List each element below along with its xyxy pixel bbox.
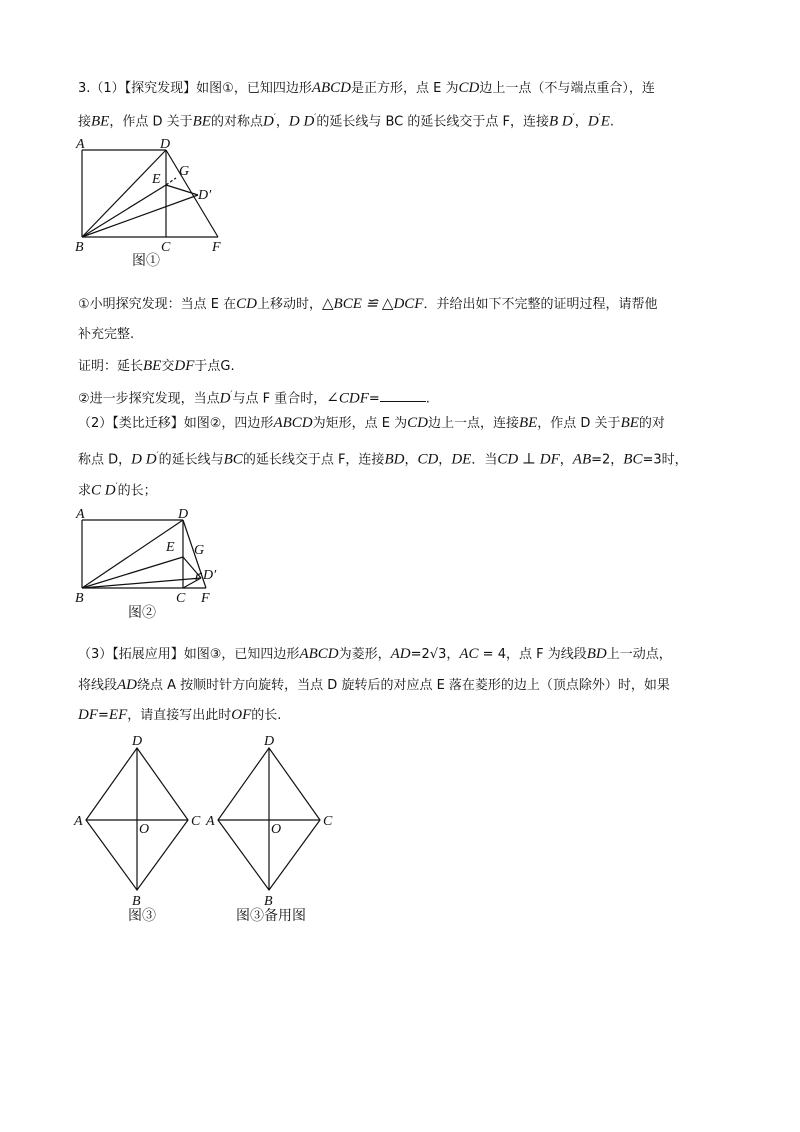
q2-line-2 [78, 446, 688, 470]
text: ②进一步探究发现，当点 [78, 391, 220, 407]
text: 将线段 [78, 678, 118, 693]
figure-1-caption: 图① [132, 254, 160, 269]
label-f: F [212, 240, 221, 255]
math: E [600, 113, 610, 130]
sqrt: √3 [429, 647, 447, 662]
text: 边上一点，连接 [427, 416, 519, 431]
q1-proof-line [78, 356, 235, 377]
text: ， [275, 114, 289, 130]
prime: ′ [156, 451, 159, 461]
q3-line-2 [78, 675, 670, 696]
math: D D [288, 113, 315, 130]
text: 的对称点 [210, 114, 263, 130]
label-d: D [160, 137, 171, 152]
math: AC [459, 646, 479, 662]
math: AD [390, 646, 411, 662]
prime: ′ [572, 113, 575, 123]
math: BC [623, 451, 643, 468]
text: 为矩形，点 E 为 [312, 416, 408, 431]
text: G [220, 359, 231, 374]
label-o: O [139, 822, 150, 837]
label-b: B [75, 591, 84, 606]
q3-line-1 [78, 644, 672, 665]
text: 证明：延长 [78, 359, 144, 374]
math: ABCD [299, 646, 339, 662]
text: ， [404, 452, 418, 468]
math: EF [108, 707, 128, 723]
q1-line-1 [78, 78, 655, 99]
text: = [368, 391, 380, 407]
prime: ′ [230, 390, 233, 400]
prime: ′ [115, 482, 118, 492]
text: 的长； [117, 483, 157, 499]
text: ， [438, 452, 452, 468]
label-c: C [176, 591, 186, 606]
math: ∠CDF [326, 390, 369, 407]
prime: ′ [314, 113, 317, 123]
math: AD [117, 677, 138, 693]
math: DF [78, 707, 98, 723]
text: ．当 [471, 452, 498, 468]
label-a: A [206, 814, 215, 829]
text: 为菱形， [338, 647, 391, 662]
text: 的延长线与 [158, 452, 224, 468]
math: OF [231, 707, 252, 723]
label-b: B [132, 894, 141, 909]
text: 上一动点， [606, 647, 672, 662]
math: B D [549, 113, 573, 130]
figure-3-caption: 图③ [128, 909, 156, 924]
text: 与点 F 重合时， [232, 391, 327, 407]
text: . [230, 359, 235, 374]
label-dp: D′ [203, 568, 217, 583]
math: D D [131, 451, 157, 468]
label-a: A [74, 814, 83, 829]
text: = 4，点 F 为线段 [478, 647, 587, 662]
text: 边上一点（不与端点重合），连 [479, 81, 655, 96]
math: BC [223, 451, 243, 468]
math: BD [384, 451, 405, 468]
label-o: O [271, 822, 282, 837]
math: D [262, 113, 274, 130]
math: D [219, 390, 231, 407]
q3-line-3 [78, 705, 281, 726]
prime: ′ [598, 113, 601, 123]
label-c: C [323, 814, 333, 829]
text: 求 [78, 483, 92, 499]
label-b: B [75, 240, 84, 255]
text: 上移动时， [256, 297, 322, 312]
text: ， [446, 647, 460, 662]
label-c: C [191, 814, 201, 829]
math: CD ⊥ DF [497, 451, 560, 468]
text: ①小明探究发现：当点 E 在 [78, 297, 237, 312]
text: ， [574, 114, 588, 130]
text: 3.（1）【探究发现】如图①，已知四边形 [78, 81, 312, 96]
q1-part1-line-2: 补充完整. [78, 327, 135, 342]
text: ，请直接写出此时 [127, 708, 232, 723]
figure-3-backup-caption: 图③备用图 [236, 909, 306, 924]
text: 的对 [638, 416, 665, 431]
text: 绕点 A 按顺时针方向旋转，当点 D 旋转后的对应点 E 落在菱形的边上（顶点除外）时，如果 [137, 678, 670, 693]
label-e: E [152, 172, 161, 187]
label-c: C [161, 240, 171, 255]
math: AB [572, 451, 592, 468]
text: （2）【类比迁移】如图②，四边形 [78, 416, 274, 431]
math: CD [458, 80, 480, 96]
math: CD [236, 296, 257, 312]
math: △BCE ≌ △DCF [322, 296, 424, 312]
segment-eg-dashed [166, 178, 176, 185]
label-d: D [132, 734, 143, 749]
text: 的长. [251, 708, 282, 723]
text: （3）【拓展应用】如图③，已知四边形 [78, 647, 300, 662]
math: CD [407, 415, 428, 431]
math: BE [620, 415, 639, 431]
math: BE [518, 415, 538, 431]
math: CD [417, 451, 439, 468]
math: ABCD [311, 80, 352, 96]
q1-part2-line [78, 385, 430, 409]
figure-2 [70, 505, 230, 623]
label-d: D [178, 507, 189, 522]
prime: ′ [273, 113, 276, 123]
math: D [587, 113, 599, 130]
math: BE [192, 113, 211, 130]
text: 的延长线交于点 F，连接 [242, 452, 385, 468]
q1-line-2 [78, 108, 614, 132]
label-e: E [166, 540, 175, 555]
q1-part1-line-1 [78, 294, 658, 315]
text: =3时， [642, 452, 688, 468]
figure-3 [70, 728, 210, 928]
text: . [609, 114, 615, 130]
math: BE [143, 358, 162, 374]
label-a: A [76, 137, 85, 152]
label-g: G [179, 164, 190, 179]
text: 的延长线与 BC 的延长线交于点 F，连接 [316, 114, 549, 130]
text: 接 [78, 114, 92, 130]
text: ．并给出如下不完整的证明过程，请帮他 [423, 297, 658, 312]
text: = [98, 708, 109, 723]
q2-line-1 [78, 413, 665, 434]
label-d: D [264, 734, 275, 749]
text: =2， [591, 452, 624, 468]
text: ，作点 D 关于 [109, 114, 193, 130]
segment-edp [166, 185, 198, 195]
figure-1 [70, 135, 240, 270]
math: ABCD [273, 415, 313, 431]
q2-line-3 [78, 477, 157, 501]
text: ， [559, 452, 573, 468]
label-g: G [194, 543, 205, 558]
answer-blank[interactable] [380, 387, 426, 402]
math: BE [91, 113, 110, 130]
text: 是正方形，点 E 为 [351, 81, 459, 96]
label-dp: D′ [198, 188, 212, 203]
math: DF [174, 358, 195, 374]
math: BD [586, 646, 607, 662]
text: =2 [410, 647, 430, 662]
label-f: F [201, 591, 210, 606]
text: 于点 [194, 359, 221, 374]
math: C D [91, 482, 116, 499]
math: DE [451, 451, 472, 468]
figure-3-backup [202, 728, 352, 928]
label-a: A [76, 507, 85, 522]
label-b: B [264, 894, 273, 909]
text: 交 [161, 359, 175, 374]
text: . [425, 391, 430, 407]
text: 称点 D， [78, 452, 132, 468]
figure-2-caption: 图② [128, 606, 156, 621]
text: ，作点 D 关于 [537, 416, 621, 431]
